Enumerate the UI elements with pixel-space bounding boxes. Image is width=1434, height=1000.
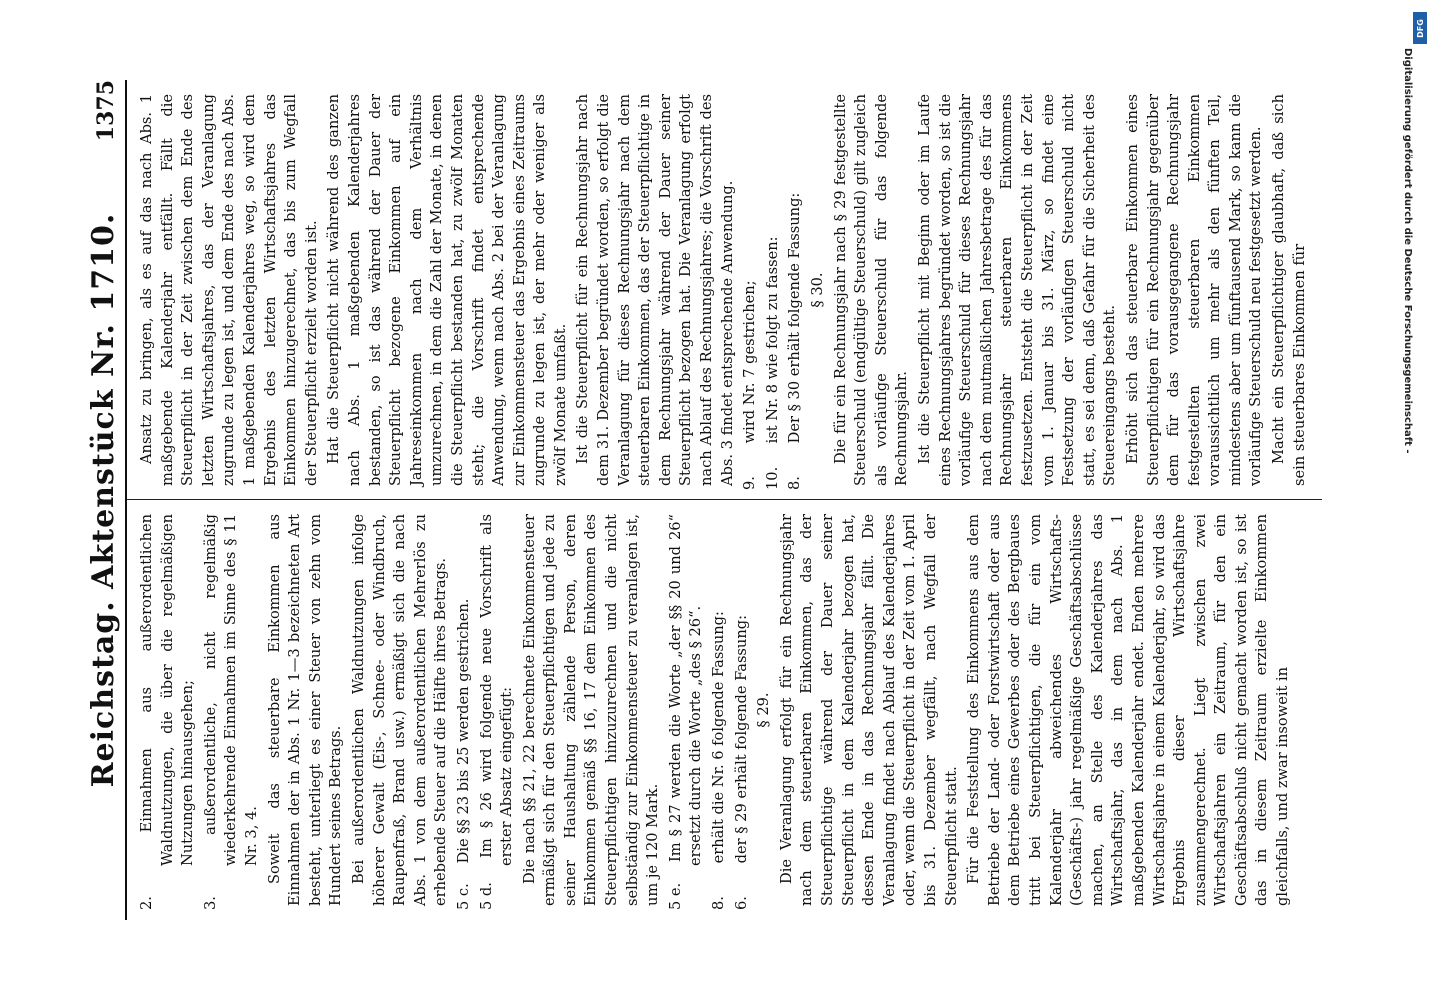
section-heading: § 29. [755,692,773,728]
item-number: 8. [710,896,728,910]
item-number: 8. [786,476,804,490]
numbered-item [732,514,753,910]
numbered-item [709,514,730,910]
numbered-item [137,514,199,910]
item-text: der § 29 erhält folgende Fassung: [732,615,750,864]
item-number: 10. [763,466,781,490]
section-heading: § 30. [809,272,826,308]
numbered-item [201,514,263,910]
item-number: 9. [741,476,759,490]
numbered-item [477,514,518,910]
numbered-item [785,94,806,490]
column-divider [127,499,1322,500]
item-number: 5 e. [666,882,684,910]
item-text: Der § 30 erhält folgende Fassung: [786,192,804,444]
item-number: 3. [201,896,219,910]
paragraph: Soweit das steuerbare Einkommen aus Einnahmen der in Abs. 1 Nr. 1—3 bezeichneten Art besteht, unterliegt es einer Steuer von zehn vom Hundert seines Betrags. [265,514,345,906]
numbered-item [763,94,784,490]
left-column [127,500,1322,920]
item-text: Einnahmen aus außerordentlichen Waldnutzungen, die über die regelmäßigen Nutzungen hinausgehen; [138,514,197,866]
numbered-item [740,94,761,490]
paragraph: Für die Feststellung des Einkommens aus dem Betriebe der Land- oder Forstwirtschaft oder aus dem Betriebe eines Gewerbes oder des Bergbaues tritt bei Steuerpflichtigen, die für ein vom Kalenderjahr abweichendes Wirtschafts- (Geschäfts-) jahr regelmäßige Geschäftsabschlüsse machen, an Stelle des Kalenderjahres das Wirtschaftsjahr, das in dem nach Abs. 1 maßgebenden Kalenderjahr endet. Enden mehrere Wirtschaftsjahre in einem Kalenderjahr, so wird das Ergebnis dieser Wirtschaftsjahre zusammengerechnet. Liegt zwischen zwei Wirtschaftsjahren ein Zeitraum, für den ein Geschäftsabschluß nicht gemacht worden ist, so ist das in diesem Zeitraum erzielte Einkommen gleichfalls, und zwar insoweit in [965,514,1292,906]
right-column [127,80,1322,500]
item-text: ist Nr. 8 wie folgt zu fassen: [763,236,781,444]
dfg-logo [1413,12,1427,44]
page-header [81,80,127,920]
page-number: 1375 [93,80,119,142]
item-text: außerordentliche, nicht regelmäßig wiederkehrende Einnahmen im Sinne des § 11 Nr. 3, 4. [201,514,260,866]
numbered-item [454,514,475,910]
item-text: erhält die Nr. 6 folgende Fassung: [710,611,728,864]
rotated-page [67,50,1367,950]
item-number: 6. [732,896,750,910]
paragraph: Ansatz zu bringen, als es auf das nach Abs. 1 maßgebende Kalenderjahr entfällt. Fällt die Steuerpflicht in der Zeit zwischen dem Ende des letzten Wirtschaftsjahres, das der Veranlagung zugrunde zu legen ist, und dem Ende des nach Abs. 1 maßgebenden Kalenderjahres weg, so wird dem Ergebnis des letzten Wirtschaftsjahres das Einkommen hinzugerechnet, das bis zum Wegfall der Steuerpflicht erzielt worden ist. [138,94,320,486]
item-text: wird Nr. 7 gestrichen; [741,280,759,444]
digitization-note: Digitalisierung gefördert durch die Deutsche Forschungsgemeinschaft - [1402,48,1413,454]
digitization-margin [1404,8,1434,1000]
item-text: Im § 26 wird folgende neue Vorschrift als erster Absatz eingefügt: [477,514,516,866]
item-number: 5 c. [454,883,472,910]
item-number: 2. [138,896,155,910]
paragraph: Ist die Steuerpflicht mit Beginn oder im Laufe eines Rechnungsjahres begründet worden, so ist die vorläufige Steuerschuld für dieses Rechnungsjahr nach dem mutmaßlichen Jahresbetrage des für das Rechnungsjahr steuerbaren Einkommens festzusetzen. Entsteht die Steuerpflicht in der Zeit vom 1. Januar bis 31. März, so findet eine Festsetzung der vorläufigen Steuerschuld nicht statt, es sei denn, daß Gefahr für die Sicherheit des Steuereingangs besteht. [915,94,1119,486]
paragraph: Die für ein Rechnungsjahr nach § 29 festgestellte Steuerschuld (endgültige Steuerschuld) gilt zugleich als vorläufige Steuerschuld für das folgende Rechnungsjahr. [831,94,911,486]
item-number: 5 d. [477,882,495,910]
paragraph: Die nach §§ 21, 22 berechnete Einkommensteuer ermäßigt sich für den Steuerpflichtigen und jede zu seiner Haushaltung zählende Person, deren Einkommen gemäß §§ 16, 17 dem Einkommen des Steuerpflichtigen hinzuzurechnen und die nicht selbständig zur Einkommensteuer zu veranlagen ist, um je 120 Mark. [520,514,662,906]
paragraph: Erhöht sich das steuerbare Einkommen eines Steuerpflichtigen für ein Rechnungsjahr gegenüber dem für das vorausgegangene Rechnungsjahr festgestellten steuerbaren Einkommen voraussichtlich um mehr als den fünften Teil, mindestens aber um fünftausend Mark, so kann die vorläufige Steuerschuld neu festgesetzt werden. [1123,94,1265,486]
paragraph: Hat die Steuerpflicht nicht während des ganzen nach Abs. 1 maßgebenden Kalenderjahres bestanden, so ist das während der Dauer der Steuerpflicht bezogene Einkommen auf ein Jahreseinkommen nach dem Verhältnis umzurechnen, in dem die Zahl der Monate, in denen die Steuerpflicht bestanden hat, zu zwölf Monaten steht; die Vorschrift findet entsprechende Anwendung, wenn nach Abs. 2 bei der Veranlagung zur Einkommensteuer das Ergebnis eines Zeitraums zugrunde zu legen ist, der mehr oder weniger als zwölf Monate umfaßt. [325,94,569,486]
paragraph: Bei außerordentlichen Waldnutzungen infolge höherer Gewalt (Eis-, Schnee- oder Windbruch, Raupenfraß, Brand usw.) ermäßigt sich die nach Abs. 1 von dem außerordentlichen Mehrerlös zu erhebende Steuer auf die Hälfte ihres Betrags. [349,514,450,906]
item-text: Im § 27 werden die Worte „der §§ 20 und 26“ ersetzt durch die Worte „des § 26“. [666,514,705,866]
dfg-logo-text: DFG [1415,18,1425,38]
paragraph: Macht ein Steuerpflichtiger glaubhaft, daß sich sein steuerbares Einkommen für [1270,94,1308,486]
numbered-item [666,514,707,910]
paragraph: Ist die Steuerpflicht für ein Rechnungsjahr nach dem 31. Dezember begründet worden, so erfolgt die Veranlagung für dieses Rechnungsjahr nach dem steuerbaren Einkommen, das der Steuerpflichtige in dem Rechnungsjahr während der Dauer seiner Steuerpflicht bezogen hat. Die Veranlagung erfolgt nach Ablauf des Rechnungsjahres; die Vorschrift des Abs. 3 findet entsprechende Anwendung. [574,94,736,486]
text-columns [127,80,1322,920]
item-text: Die §§ 23 bis 25 werden gestrichen. [454,598,472,864]
page-title: Reichstag. Aktenstück Nr. 1710. [86,212,121,788]
paragraph: Die Veranlagung erfolgt für ein Rechnungsjahr nach dem steuerbaren Einkommen, das der Steuerpflichtige während der Dauer seiner Steuerpflicht in dem Kalenderjahr bezogen hat, dessen Ende in das Rechnungsjahr fällt. Die Veranlagung findet nach Ablauf des Kalenderjahres oder, wenn die Steuerpflicht in der Zeit vom 1. April bis 31. Dezember wegfällt, nach Wegfall der Steuerpflicht statt. [777,514,960,906]
